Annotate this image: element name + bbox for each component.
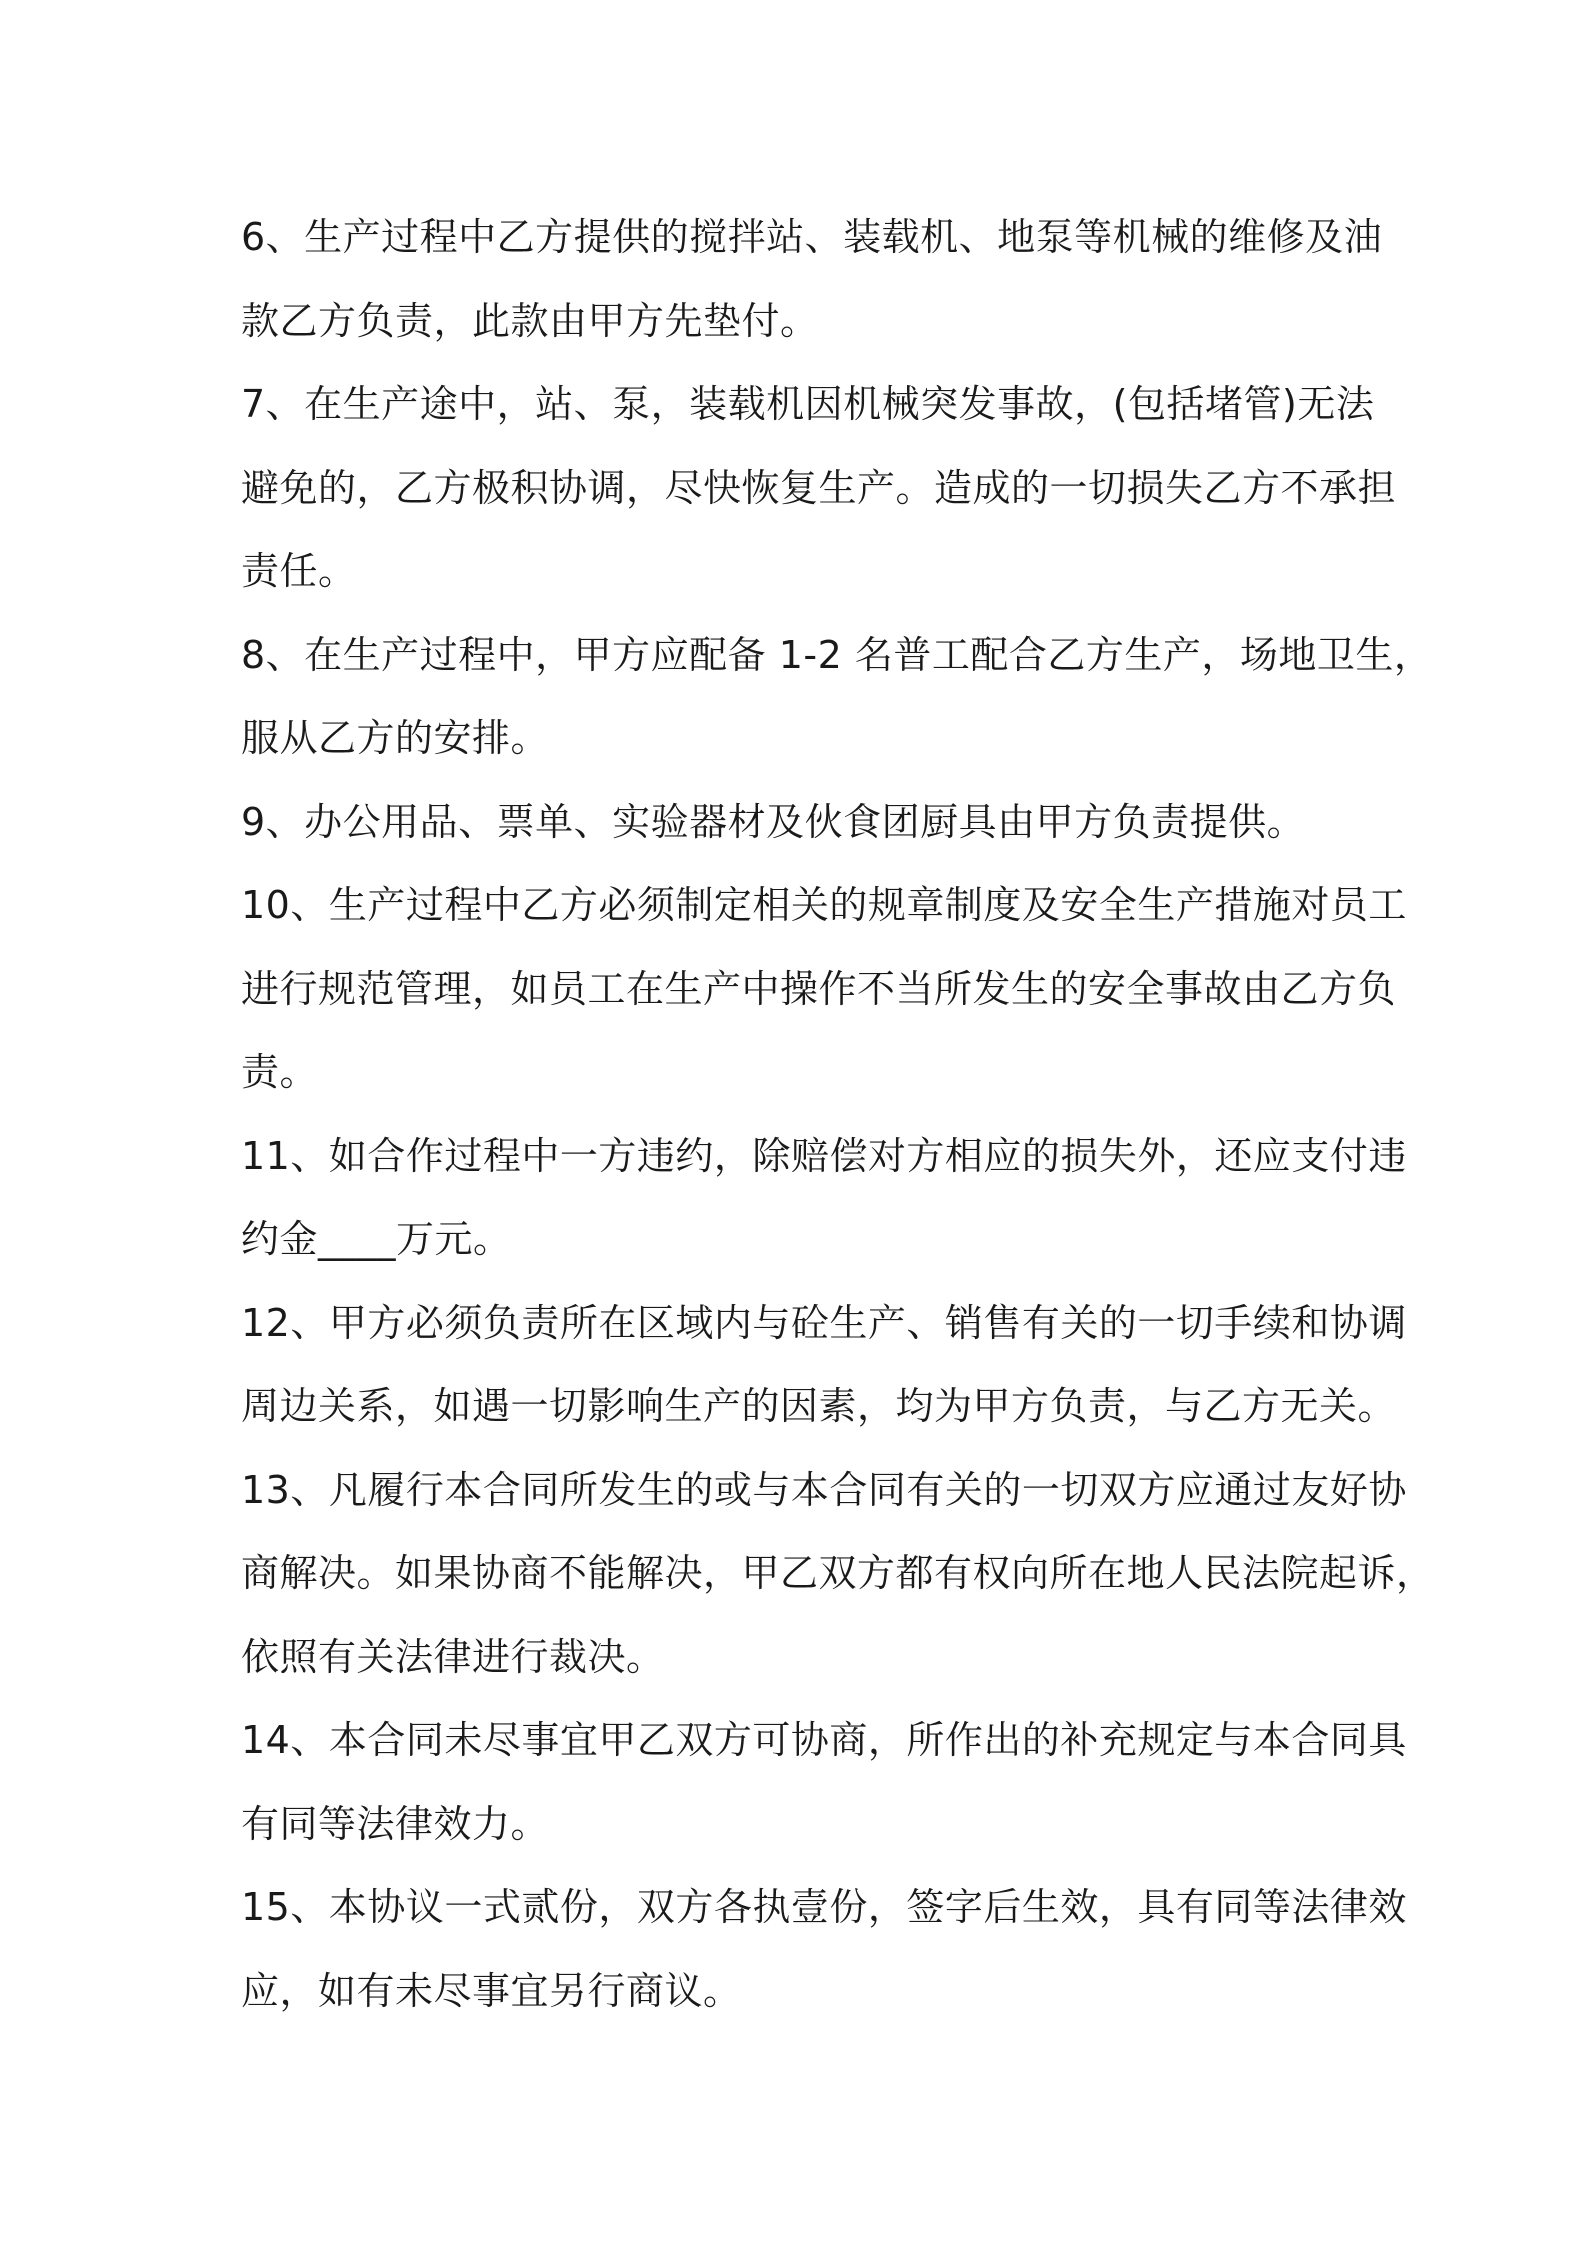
clause-line: 9、办公用品、票单、实验器材及伙食团厨具由甲方负责提供。 [241,799,1306,844]
clause-line: 款乙方负责，此款由甲方先垫付。 [241,298,819,343]
clause-line: 进行规范管理，如员工在生产中操作不当所发生的安全事故由乙方负 [241,966,1397,1011]
clause-line: 商解决。如果协商不能解决，甲乙双方都有权向所在地人民法院起诉， [241,1551,1435,1595]
clause-line: 11、如合作过程中一方违约，除赔偿对方相应的损失外，还应支付违 [241,1133,1407,1178]
clause-line: 应，如有未尽事宜另行商议。 [241,1968,742,2013]
clause-line: 6、生产过程中乙方提供的搅拌站、装载机、地泵等机械的维修及油 [241,215,1383,259]
clause-line: 12、甲方必须负责所在区域内与砼生产、销售有关的一切手续和协调 [241,1300,1407,1345]
clause-line: 15、本协议一式贰份，双方各执壹份，签字后生效，具有同等法律效 [241,1885,1407,1929]
clause-line: 依照有关法律进行裁决。 [241,1634,665,1679]
clause-line: 14、本合同未尽事宜甲乙双方可协商，所作出的补充规定与本合同具 [241,1718,1407,1762]
clause-8 [241,614,1433,781]
clause-14 [241,1699,1407,1866]
clause-line: 7、在生产途中，站、泵，装载机因机械突发事故，(包括堵管)无法 [241,382,1375,426]
clause-7 [241,363,1397,614]
clause-11 [241,1115,1407,1282]
clause-12 [241,1282,1407,1449]
contract-clauses [241,196,1435,2033]
clause-line: 8、在生产过程中，甲方应配备 1-2 名普工配合乙方生产，场地卫生， [241,632,1433,677]
clause-line: 有同等法律效力。 [241,1801,550,1846]
clause-line: 13、凡履行本合同所发生的或与本合同有关的一切双方应通过友好协 [241,1467,1407,1512]
clause-line: 服从乙方的安排。 [241,716,550,760]
clause-line: 10、生产过程中乙方必须制定相关的规章制度及安全生产措施对员工 [241,883,1407,927]
clause-10 [241,864,1407,1115]
clause-6 [241,196,1383,363]
clause-line: 责任。 [241,549,357,593]
clause-13 [241,1449,1435,1700]
clause-line: 责。 [241,1050,319,1094]
clause-line: 周边关系，如遇一切影响生产的因素，均为甲方负责，与乙方无关。 [241,1384,1397,1428]
clause-line: 约金____万元。 [241,1217,512,1261]
clause-9 [241,781,1361,865]
clause-15 [241,1866,1407,2033]
clause-line: 避免的，乙方极积协调，尽快恢复生产。造成的一切损失乙方不承担 [241,465,1397,510]
